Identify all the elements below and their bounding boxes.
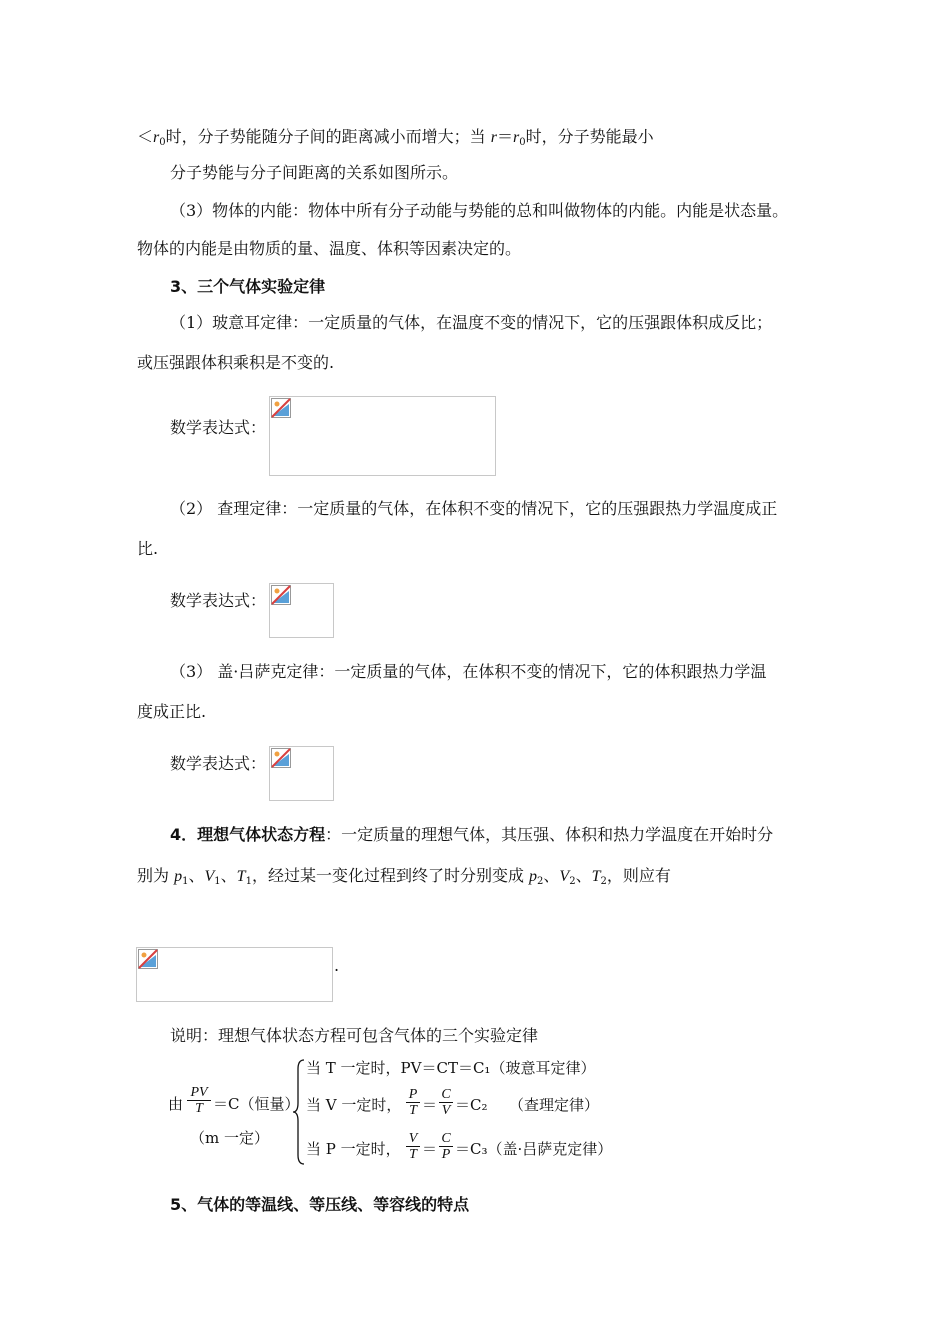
formula-p-over-t: P T [406, 1087, 420, 1118]
broken-image-icon [271, 585, 291, 605]
formula-v-over-t: V T [406, 1131, 420, 1162]
broken-image-icon [138, 949, 158, 969]
gay-line-1: （3） 盖·吕萨克定律：一定质量的气体，在体积不变的情况下，它的体积跟热力学温 [170, 662, 767, 681]
intro-line-4: 物体的内能是由物质的量、温度、体积等因素决定的。 [137, 239, 522, 258]
formula-m-const: （m 一定） [190, 1129, 269, 1147]
formula-case-3-suffix: ＝C₃（盖·吕萨克定律） [455, 1140, 613, 1158]
charles-formula-image [269, 583, 334, 638]
charles-line-2: 比. [137, 539, 159, 558]
formula-const: ＝C（恒量） [213, 1095, 300, 1113]
expr-label-gay: 数学表达式： [170, 754, 267, 773]
equation-period: . [334, 956, 340, 975]
expr-label-boyle: 数学表达式： [170, 418, 267, 437]
intro-line-1: $<r_0$时，分子势能随分子间的距离减小而增大；当 $r=r_0$时，分子势能最小 [137, 127, 654, 148]
section-4-line-2: 别为 $p_1$、$V_1$、$T_1$，经过某一变化过程到终了时分别变成 $p_2$、$V_2$、$T_2$，则应有 [137, 866, 671, 887]
formula-case-3-eq: ＝ [422, 1140, 438, 1158]
state-equation-image [136, 947, 333, 1002]
formula-case-2-suffix: ＝C₂ [455, 1096, 488, 1114]
formula-case-2-prefix: 当 V 一定时， [306, 1096, 402, 1114]
boyle-line-1: （1）玻意耳定律：一定质量的气体，在温度不变的情况下，它的压强跟体积成反比； [170, 313, 773, 332]
intro-line-2: 分子势能与分子间距离的关系如图所示。 [170, 163, 459, 182]
formula-case-2-eq: ＝ [422, 1096, 438, 1114]
boyle-formula-image [269, 396, 496, 476]
broken-image-icon [271, 398, 291, 418]
gay-formula-image [269, 746, 334, 801]
boyle-line-2: 或压强跟体积乘积是不变的. [137, 353, 335, 372]
expr-label-charles: 数学表达式： [170, 591, 267, 610]
formula-case-1: 当 T 一定时，PV＝CT＝C₁（玻意耳定律） [306, 1059, 596, 1077]
curly-brace-icon [292, 1059, 306, 1165]
charles-line-1: （2） 查理定律：一定质量的气体，在体积不变的情况下，它的压强跟热力学温度成正 [170, 499, 778, 518]
formula-you: 由 [168, 1095, 184, 1113]
intro-line-3: （3）物体的内能：物体中所有分子动能与势能的总和叫做物体的内能。内能是状态量。 [170, 201, 789, 220]
section-3-heading: 3、三个气体实验定律 [170, 277, 326, 296]
formula-c-over-p: C P [439, 1131, 453, 1162]
note-label: 说明：理想气体状态方程可包含气体的三个实验定律 [170, 1026, 539, 1045]
broken-image-icon [271, 748, 291, 768]
gas-law-summary-formula [166, 1055, 636, 1167]
section-4-line-1: 4．理想气体状态方程：一定质量的理想气体，其压强、体积和热力学温度在开始时分 [170, 825, 774, 844]
formula-case-2-law: （查理定律） [509, 1096, 600, 1114]
formula-c-over-v: C V [439, 1087, 453, 1118]
formula-pv-over-t: PV T [187, 1085, 211, 1116]
section-5-heading: 5、气体的等温线、等压线、等容线的特点 [170, 1195, 470, 1214]
formula-case-3-prefix: 当 P 一定时， [306, 1140, 401, 1158]
gay-line-2: 度成正比. [137, 702, 207, 721]
